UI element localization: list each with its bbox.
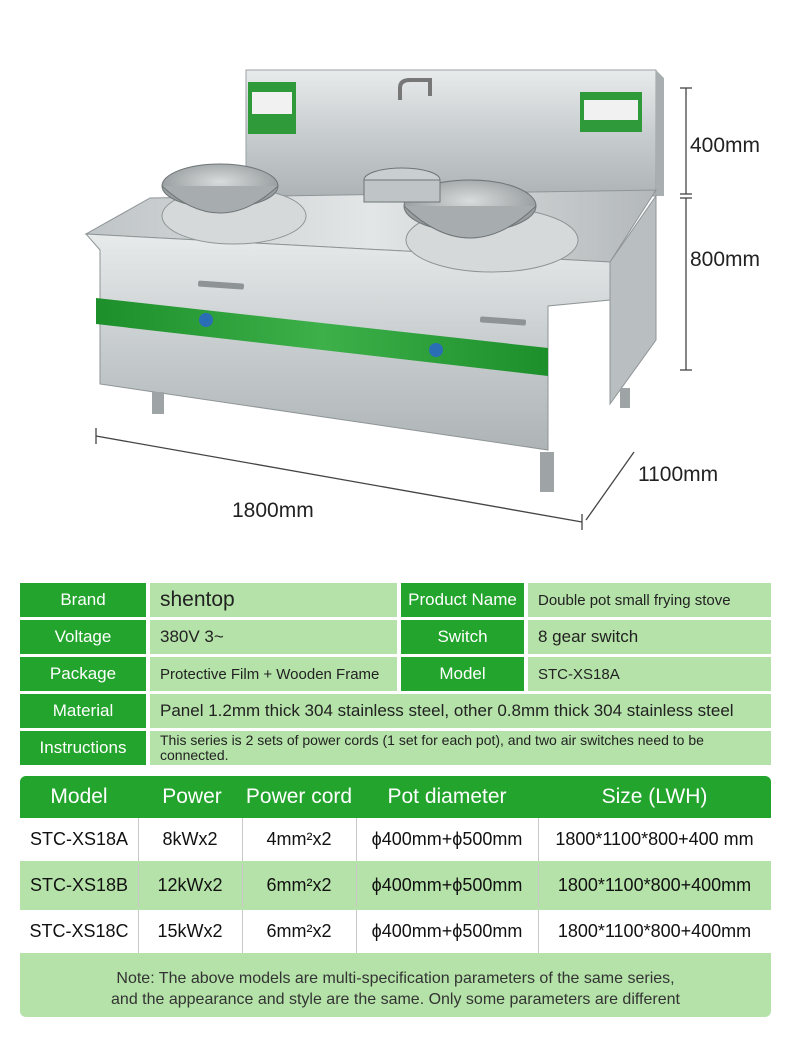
cell-power: 12kWx2	[157, 875, 223, 895]
model-table-header	[20, 776, 771, 818]
spec-value-voltage: 380V 3~	[150, 620, 397, 654]
cell-model: STC-XS18B	[29, 875, 129, 895]
spec-row	[20, 694, 771, 728]
dim-line-1100	[586, 452, 634, 520]
table-row	[20, 864, 771, 907]
header-pot-diameter: Pot diameter	[387, 785, 507, 808]
header-size: Size (LWH)	[601, 785, 708, 808]
cell-power-cord: 4mm²x2	[266, 829, 332, 849]
note-line: and the appearance and style are the same. Only some parameters are different	[111, 990, 680, 1008]
spec-value-switch: 8 gear switch	[528, 620, 771, 654]
spec-value-product-name: Double pot small frying stove	[528, 583, 771, 617]
dimension-width: 1800mm	[232, 499, 314, 522]
spec-row	[20, 620, 771, 654]
spec-label-switch: Switch	[401, 620, 524, 654]
spec-label-material: Material	[20, 694, 146, 728]
cell-pot-diameter: ϕ400mm+ϕ500mm	[371, 875, 523, 895]
cell-size: 1800*1100*800+400mm	[557, 875, 752, 895]
model-table	[20, 776, 771, 1017]
cell-size: 1800*1100*800+400mm	[557, 921, 752, 941]
dimension-depth: 1100mm	[638, 463, 719, 486]
spec-row	[20, 731, 771, 765]
cell-power-cord: 6mm²x2	[266, 875, 332, 895]
table-row	[20, 910, 771, 953]
table-row	[20, 818, 771, 861]
cell-power: 15kWx2	[157, 921, 223, 941]
dimension-height-body: 800mm	[690, 248, 761, 271]
cell-model: STC-XS18A	[29, 829, 129, 849]
spec-label-model: Model	[401, 657, 524, 691]
cell-power-cord: 6mm²x2	[266, 921, 332, 941]
cell-power: 8kWx2	[162, 829, 218, 849]
table-note	[20, 960, 771, 1017]
dimension-height-top: 400mm	[690, 134, 761, 157]
cell-model: STC-XS18C	[29, 921, 129, 941]
spec-label-voltage: Voltage	[20, 620, 146, 654]
backsplash	[246, 70, 656, 196]
spec-label-package: Package	[20, 657, 146, 691]
spec-label-brand: Brand	[20, 583, 146, 617]
dim-line-1800	[96, 436, 582, 522]
spec-row	[20, 583, 771, 617]
spec-label-product-name: Product Name	[401, 583, 524, 617]
spec-value-package: Protective Film + Wooden Frame	[150, 657, 397, 691]
note-line: Note: The above models are multi-specification parameters of the same series,	[116, 969, 675, 987]
header-power-cord: Power cord	[245, 785, 353, 808]
cell-size: 1800*1100*800+400 mm	[555, 829, 754, 849]
header-model: Model	[50, 785, 108, 808]
cell-pot-diameter: ϕ400mm+ϕ500mm	[371, 829, 523, 849]
spec-value-instructions: This series is 2 sets of power cords (1 set for each pot), and two air switches need to be connected.	[150, 731, 771, 765]
spec-value-material: Panel 1.2mm thick 304 stainless steel, other 0.8mm thick 304 stainless steel	[150, 694, 771, 728]
spec-row	[20, 657, 771, 691]
header-power: Power	[162, 785, 222, 808]
spec-value-brand: shentop	[150, 583, 397, 617]
cell-pot-diameter: ϕ400mm+ϕ500mm	[371, 921, 523, 941]
spec-label-instructions: Instructions	[20, 731, 146, 765]
spec-value-model: STC-XS18A	[528, 657, 771, 691]
